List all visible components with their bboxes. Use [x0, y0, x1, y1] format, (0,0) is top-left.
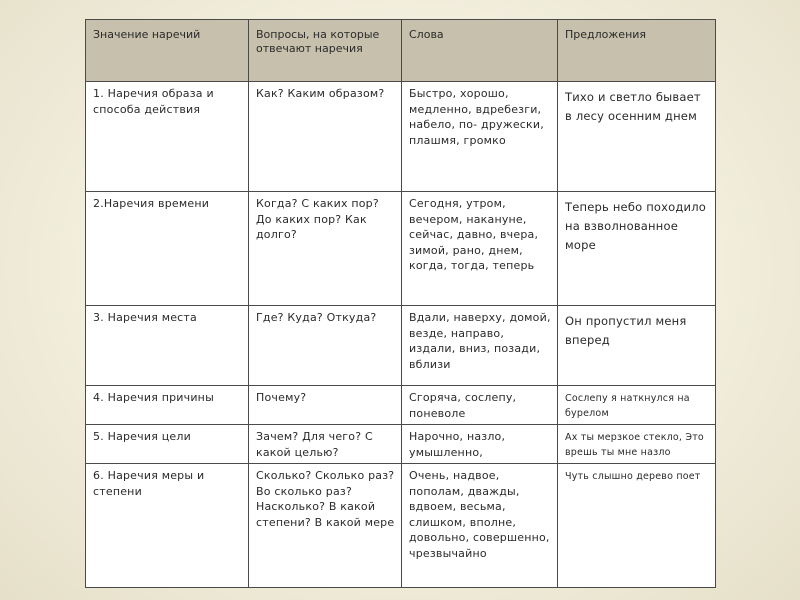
meaning-cell: 3. Наречия места	[86, 306, 249, 386]
questions-cell: Где? Куда? Откуда?	[249, 306, 402, 386]
adverbs-table	[85, 19, 716, 588]
table-row	[86, 192, 716, 306]
questions-cell: Как? Каким образом?	[249, 82, 402, 192]
sentence-cell: Сослепу я наткнулся на бурелом	[558, 386, 716, 425]
header-questions: Вопросы, на которые отвечают наречия	[249, 20, 402, 82]
sentence-cell: Теперь небо походило на взволнованное море	[558, 192, 716, 306]
words-cell: Вдали, наверху, домой, везде, направо, издали, вниз, позади, вблизи	[402, 306, 558, 386]
table-row	[86, 82, 716, 192]
sentence-cell: Ах ты мерзкое стекло, Это врешь ты мне назло	[558, 425, 716, 464]
questions-cell: Почему?	[249, 386, 402, 425]
table-row	[86, 425, 716, 464]
words-cell: Сегодня, утром, вечером, накануне, сейчас, давно, вчера, зимой, рано, днем, когда, тогда, теперь	[402, 192, 558, 306]
meaning-cell: 2.Наречия времени	[86, 192, 249, 306]
sentence-cell: Тихо и светло бывает в лесу осенним днем	[558, 82, 716, 192]
table-row	[86, 306, 716, 386]
header-words: Слова	[402, 20, 558, 82]
questions-cell: Сколько? Сколько раз? Во сколько раз? Насколько? В какой степени? В какой мере	[249, 464, 402, 588]
meaning-cell: 6. Наречия меры и степени	[86, 464, 249, 588]
sentence-cell: Он пропустил меня вперед	[558, 306, 716, 386]
sentence-cell: Чуть слышно дерево поет	[558, 464, 716, 588]
table-row	[86, 464, 716, 588]
questions-cell: Когда? С каких пор? До каких пор? Как долго?	[249, 192, 402, 306]
meaning-cell: 1. Наречия образа и способа действия	[86, 82, 249, 192]
words-cell: Сгоряча, сослепу, поневоле	[402, 386, 558, 425]
questions-cell: Зачем? Для чего? С какой целью?	[249, 425, 402, 464]
words-cell: Очень, надвое, пополам, дважды, вдвоем, весьма, слишком, вполне, довольно, совершенно, чрезвычайно	[402, 464, 558, 588]
header-row	[86, 20, 716, 82]
header-meaning: Значение наречий	[86, 20, 249, 82]
words-cell: Нарочно, назло, умышленно,	[402, 425, 558, 464]
words-cell: Быстро, хорошо, медленно, вдребезги, набело, по- дружески, плашмя, громко	[402, 82, 558, 192]
table-row	[86, 386, 716, 425]
header-sentences: Предложения	[558, 20, 716, 82]
meaning-cell: 5. Наречия цели	[86, 425, 249, 464]
meaning-cell: 4. Наречия причины	[86, 386, 249, 425]
adverbs-table-container	[85, 19, 715, 588]
